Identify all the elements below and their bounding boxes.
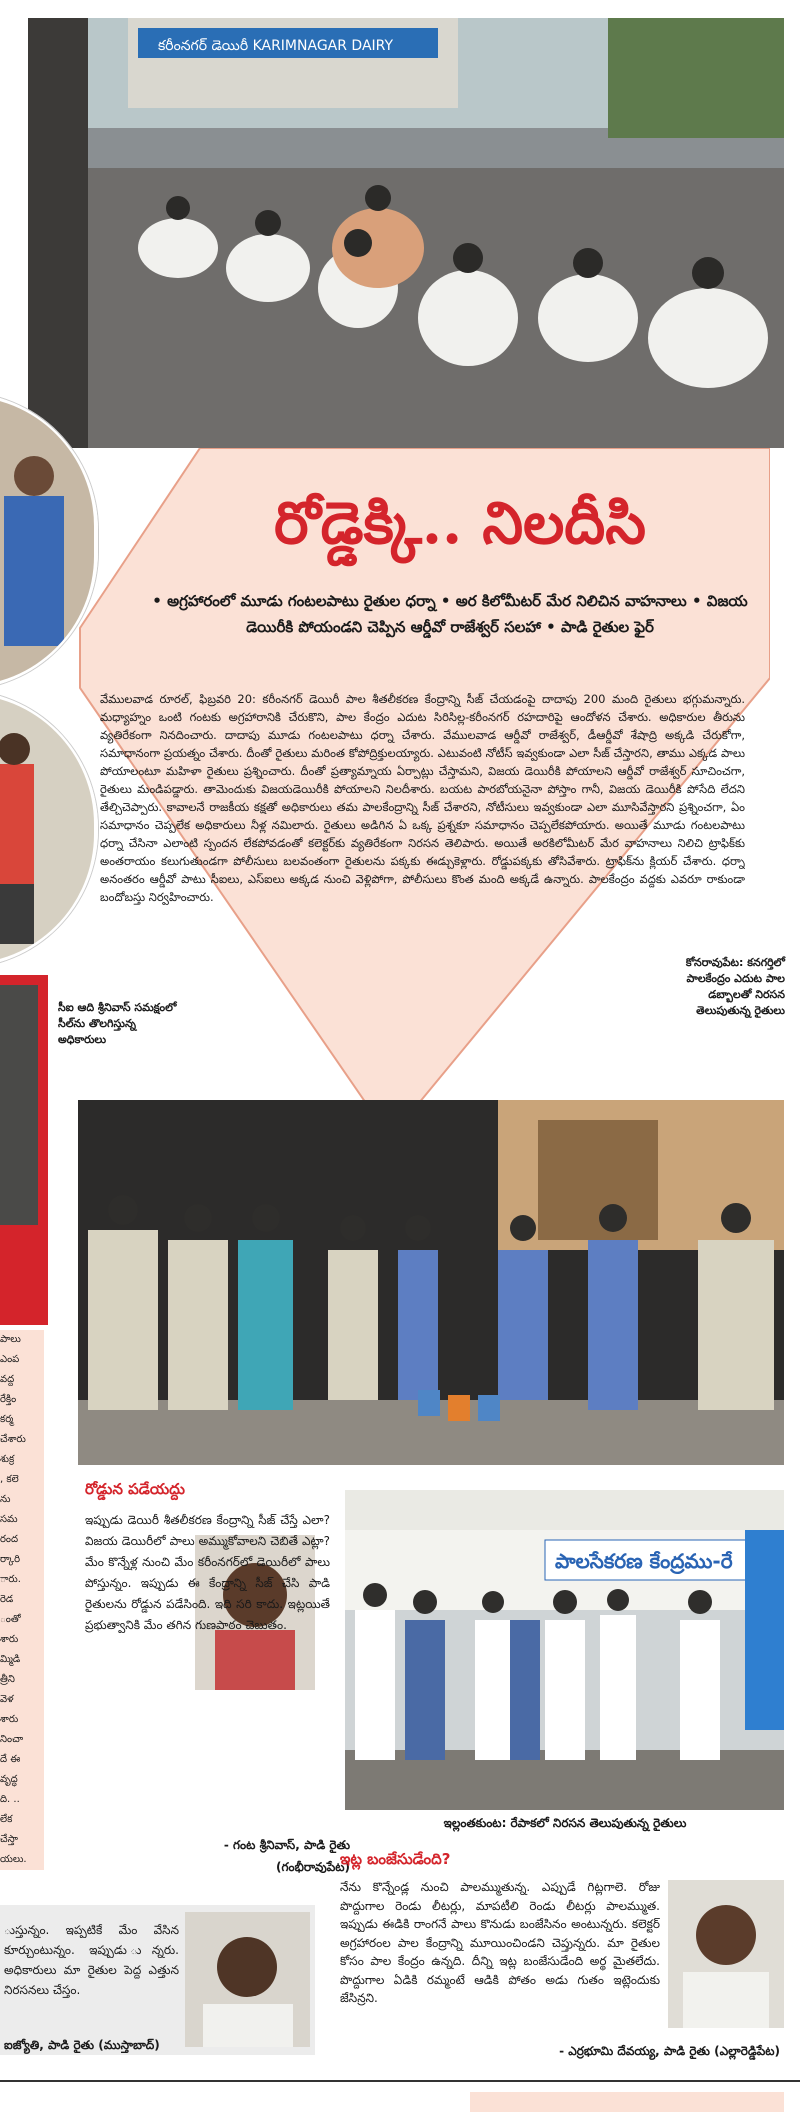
bullet-icon: • <box>546 618 561 636</box>
strip-line: నించా <box>0 1734 24 1745</box>
strip-line: శారు <box>0 1714 19 1725</box>
strip-line: పాలు <box>0 1334 21 1345</box>
top-protest-photo <box>28 18 784 448</box>
strip-line: వెళ <box>0 1694 14 1705</box>
strip-line: వద్ద <box>0 1374 15 1385</box>
footer-divider <box>0 2080 800 2082</box>
strip-line: రంద <box>0 1534 19 1545</box>
strip-line: ారు. <box>0 1574 21 1585</box>
bottom-right-photo <box>345 1490 784 1810</box>
right-photo-caption: కోనరావుపేట: కనగర్తిలో పాలకేంద్రం ఎదుట పాల డబ్బాలతో నిరసన తెలుపుతున్న రైతులు <box>685 956 785 1017</box>
left-photo-caption: సీఐ ఆది శ్రీనివాస్ సమక్షంలో సీల్‌ను తొలగిస్తున్న అధికారులు <box>58 1001 177 1046</box>
strip-line: సమ <box>0 1514 18 1525</box>
footer-pink-band <box>470 2092 784 2112</box>
highlight-4: పాడి రైతుల ఫైర్ <box>560 618 654 636</box>
strip-line: యలు. <box>0 1854 27 1865</box>
strip-line: మ్మిడి <box>0 1654 21 1665</box>
sidebar2-portrait <box>668 1880 784 2028</box>
highlight-1: అగ్రహారంలో మూడు గంటలపాటు రైతుల ధర్నా <box>167 592 436 610</box>
strip-line: శుక్ర <box>0 1454 15 1465</box>
left-strip-text <box>0 1330 44 1870</box>
top-photo-signboard: కరీంనగర్ డెయిరీ KARIMNAGAR DAIRY <box>158 38 394 54</box>
sidebar2-title: ఇట్ల బంజేసుడేంది? <box>340 1850 451 1868</box>
bottom-left-byline: ఐజ్యోతి, పాడి రైతు (ముస్తాబాద్) <box>4 2038 160 2052</box>
highlight-2: అర కిలోమీటర్ మేర నిలిచిన వాహనాలు <box>455 592 687 610</box>
bottom-left-portrait <box>185 1912 310 2047</box>
strip-line: దే ఈ <box>0 1754 21 1765</box>
strip-line: రెడ <box>0 1594 14 1605</box>
sidebar2-text: నేను కొన్నేండ్ల నుంచి పాలమ్ముతున్న. ఎప్పుడే గిట్లగాలె. రోజు పొద్దుగాల రెండు లీటర్లు, మాపటీలి రెండు లీటర్లు పాలమ్ముత. ఇప్పుడు ఈడికి రాంగనే పాలు కొనుడు బంజేసినం అంటున్నరు. కలెక్టర్ అగ్రహారంల పాల కేంద్రాన్ని మూయించిండని చెప్తున్నరు. మా రైతుల కోసం పాల కేంద్రం ఉన్నది. దీన్ని ఇట్ల బంజేసుడేంది అర్థ మైతలేదు. పొద్దుగాల ఏడికి రమ్మంటే ఆడికి పోతం అడు గుతం ఇట్లెందుకు జేసిన్రని. <box>340 1880 660 2005</box>
highlight-3: విజయ డెయిరీకి పోయండని చెప్పిన ఆర్డీవో రాజేశ్వర్ సలహా <box>246 592 748 636</box>
highlights <box>150 588 750 640</box>
bottom-left-text: ుస్తున్నం. ఇప్పటికే మేం వేసిన కూర్చుంటున్నం. ఇప్పుడు ున్నరు. అధికారులు మా రైతుల పెద్ద ఎత్తున నిరసనలు చేస్తం. <box>4 1923 179 1997</box>
middle-group-photo <box>78 1100 784 1465</box>
strip-line: ంతో <box>0 1614 21 1625</box>
left-edge-photo <box>0 975 48 1325</box>
strip-line: ఎంప <box>0 1354 20 1365</box>
bottom-right-photo-caption: ఇల్లంతకుంట: రేపాకలో నిరసన తెలుపుతున్న రైతులు <box>443 1816 687 1830</box>
bottom-photo-signboard: పాలసేకరణ కేంద్రము-రే <box>555 1549 733 1573</box>
sidebar1-title: రోడ్డున పడేయద్దు <box>85 1480 185 1498</box>
headline: రోడ్డెక్కి.. నిలదీసి <box>274 489 646 557</box>
sidebar1-text: ఇప్పుడు డెయిరీ శీతలీకరణ కేంద్రాన్ని సీజ్ చేస్తే ఎలా? విజయ డెయిరీలో పాలు అమ్ముకోవాలని చెబితే ఎట్లా? మేం కొన్నేళ్ల నుంచి మేం కరీంనగర్‌లో డెయిరీలో పాలు పోస్తున్నం. ఇప్పుడు ఈ కేంద్రాన్ని సీజ్ చేసి పాడి రైతులను రోడ్డున పడేసింది. ఇది సరి కాదు. ఇట్లయితే ప్రభుత్వానికి మేం తగిన గుణపాఠం చెబుతం. <box>85 1513 330 1632</box>
strip-line: , కలె <box>0 1474 19 1485</box>
bullet-icon: • <box>152 592 168 610</box>
strip-line: ర్కారి <box>0 1554 21 1565</box>
strip-line: చేశారు <box>0 1434 26 1445</box>
sidebar2-byline: - ఎర్రభూమి దేవయ్య, పాడి రైతు (ఎల్లారెడ్డిపేట) <box>559 2044 780 2058</box>
sidebar1-byline: - గంట శ్రీనివాస్, పాడి రైతు <box>223 1838 350 1852</box>
bullet-icon: • <box>691 592 707 610</box>
sidebar1-place: (గంభీరావుపేట) <box>276 1860 350 1874</box>
bullet-icon: • <box>440 592 456 610</box>
strip-line: త్రీని <box>0 1674 15 1685</box>
strip-line: వృద్ధ <box>0 1774 18 1785</box>
strip-line: రేక్తిం <box>0 1394 17 1405</box>
strip-line: ను <box>0 1494 11 1505</box>
strip-line: కర్మ <box>0 1414 14 1425</box>
strip-line: శారు <box>0 1634 19 1645</box>
strip-line: లేక <box>0 1814 13 1825</box>
strip-line: ది. .. <box>0 1794 20 1805</box>
strip-line: చేస్తా <box>0 1834 18 1845</box>
article-body: వేములవాడ రూరల్, ఫిబ్రవరి 20: కరీంనగర్ డెయిరీ పాల శీతలీకరణ కేంద్రాన్ని సీజ్ చేయడంపై దాదాపు 200 మంది రైతులు భగ్గుమన్నారు. మధ్యాహ్నం ఒంటి గంటకు అగ్రహారానికి చేరుకొని, పాల కేంద్రం ఎదుట సిరిసిల్ల-కరీంనగర్ రహదారిపై ఆందోళన చేశారు. అధికారుల తీరును వ్యతిరేకంగా నినదించారు. దాదాపు మూడు గంటలపాటు ధర్నా చేశారు. వేములవాడ ఆర్డీవో రాజేశ్వర్, డీఆర్డీవో శేషాద్రి అక్కడి చేరుకోగా, సమాధానంగా ప్రయత్నం చేశారు. దీంతో రైతులు మరింత కోపోద్రిక్తులయ్యారు. ఎటువంటి నోటీస్ ఇవ్వకుండా ఎలా సీజ్ చేస్తారని, తాము ఎక్కడ పాలు పోయాలంటూ మహిళా రైతులు ప్రశ్నించారు. దీంతో ప్రత్యామ్నాయ ఏర్పాట్లు చేస్తామని, విజయ డెయిరీకి పోయాలని ఆర్డీవో రాజేశ్వర్ సూచించగా, రైతులు మండిపడ్డారు. తామెందుకు విజయడెయిరీకి పోయాలని నిలదీశారు. బయట పారబోయనైనా పోస్తాం గానీ, విజయ డెయిరీకి పోసేది లేదని తేల్చిచెప్పారు. కావాలనే రాజకీయ కక్షతో అధికారులు తమ పాలకేంద్రాన్ని సీజ్ చేశారని, నోటీసులు ఇవ్వకుండా ఎలా మూసివేస్తారని ప్రశ్నించగా, ఏం సమాధానం చెప్పలేక అధికారులు నీళ్ల నమిలారు. రైతులు అడిగిన ఏ ఒక్క ప్రశ్నకూ సమాధానం చెప్పలేకపోయారు. అయితే మూడు గంటలపాటు ధర్నా చేసినా ఎలాంటి స్పందన లేకపోవడంతో కలెక్టర్‌కు వ్యతిరేకంగా నిరసన తెలిపారు. అయితే అరకిలోమీటర్ మేర వాహనాలు నిలిచి ట్రాఫిక్‌కు అంతరాయం కలుగుతుండగా పోలీసులు బలవంతంగా రైతులను పక్కకు ఈడ్చుకెళ్లారు. రోడ్డుపక్కకు తోసివేశారు. ట్రాఫిక్‌ను క్లియర్ చేశారు. ధర్నా అనంతరం ఆర్డీవో పాటు సీఐలు, ఎస్ఐలు అక్కడ నుంచి వెళ్లిపోగా, పోలీసులు కొంత మంది అక్కడే ఉన్నారు. పాలకేంద్రం వద్దకు ఎవరూ రాకుండా బందోబస్తు నిర్వహించారు. <box>100 692 745 904</box>
